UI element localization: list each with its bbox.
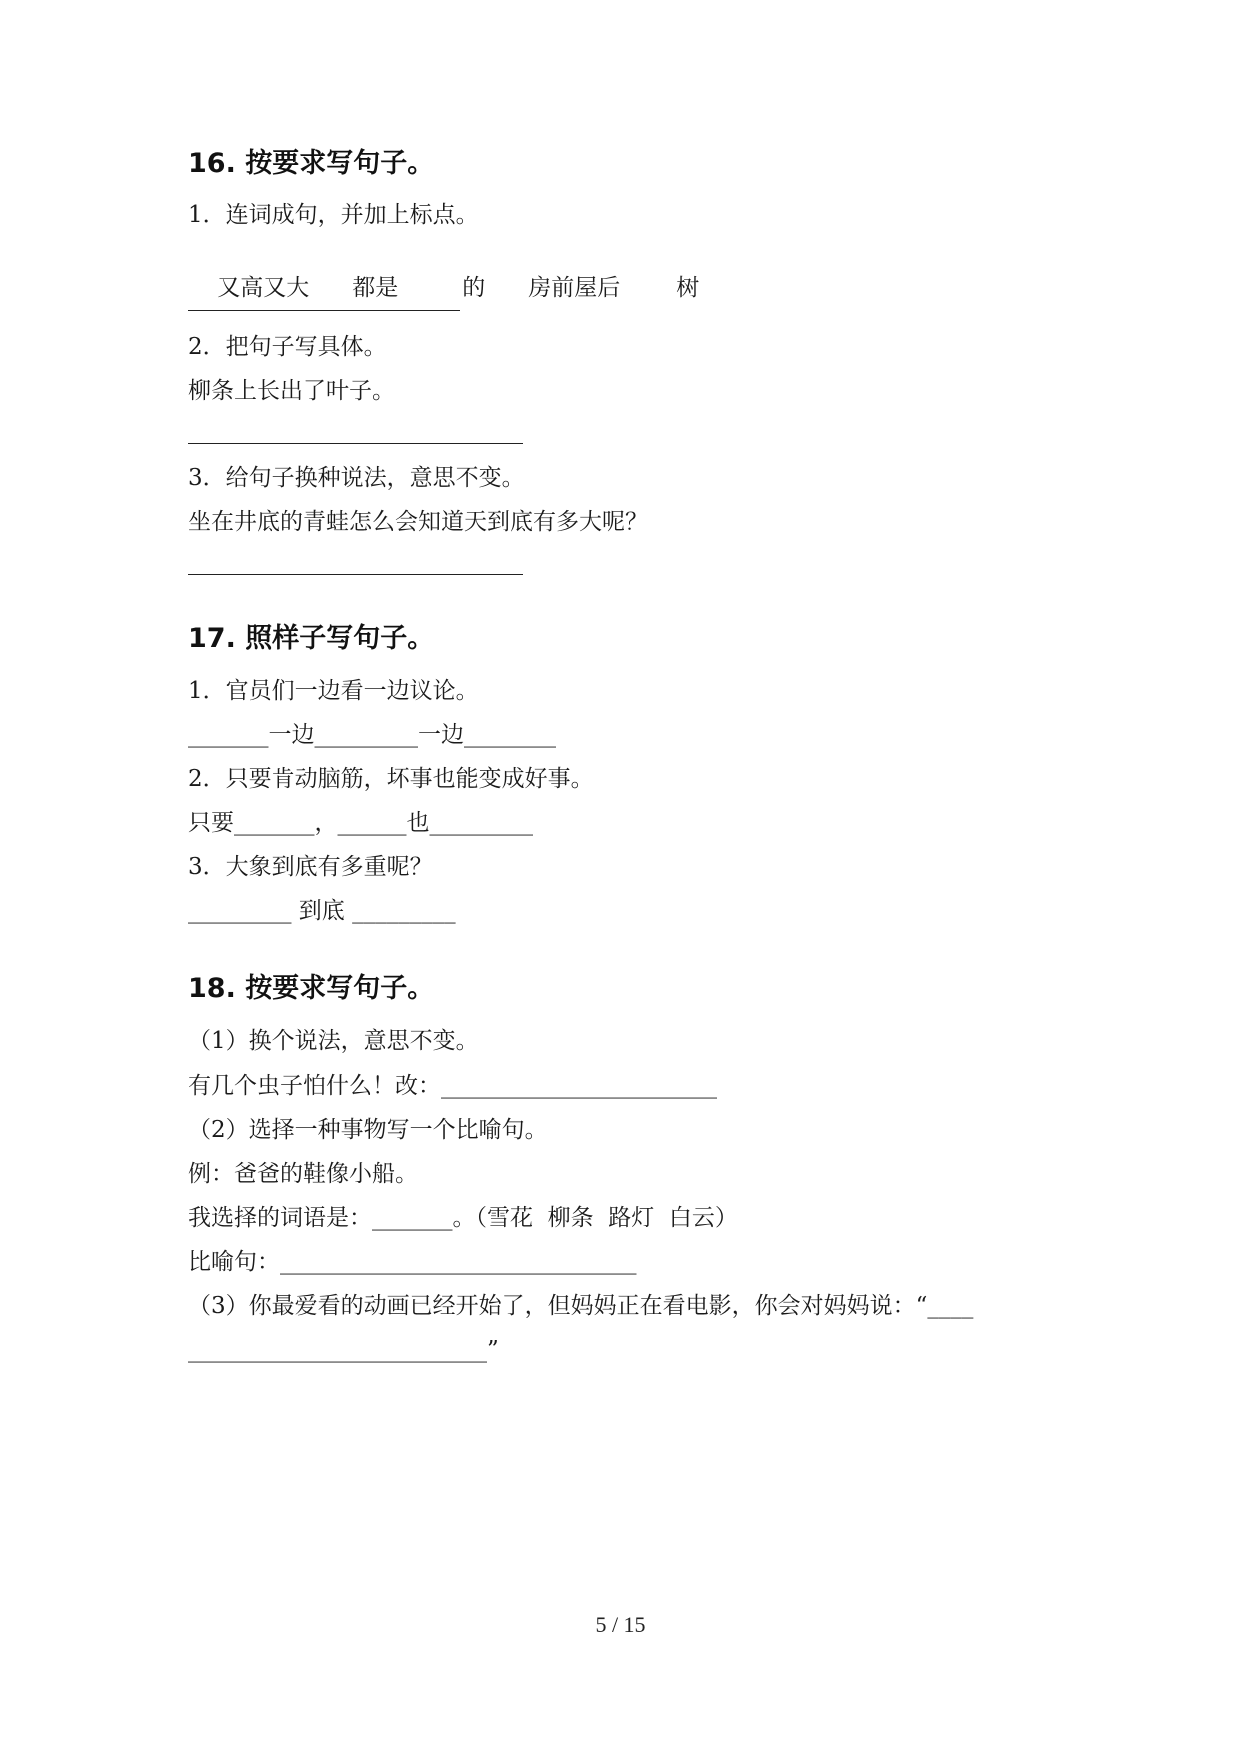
- q17-part2-fill[interactable]: 只要_______，______也_________: [188, 810, 533, 836]
- q17-part1-prompt: 1．官员们一边看一边议论。: [188, 678, 479, 704]
- q17-part3-fill[interactable]: _________ 到底 _________: [188, 898, 456, 924]
- q16-part3-sentence: 坐在井底的青蛙怎么会知道天到底有多大呢？: [188, 509, 648, 535]
- q18-word-choice[interactable]: 我选择的词语是：_______。（雪花 柳条 路灯 白云）: [188, 1205, 738, 1231]
- q17-part3-prompt: 3．大象到底有多重呢？: [188, 854, 433, 880]
- question-18-title: 18. 按要求写句子。: [188, 973, 435, 1004]
- word-chip: 房前屋后: [528, 275, 621, 301]
- word-chip: 都是: [352, 275, 399, 301]
- q16-answer-line-2[interactable]: [188, 443, 523, 444]
- q16-part1-prompt: 1．连词成句，并加上标点。: [188, 202, 479, 228]
- word-chip: 树: [676, 275, 700, 301]
- q18-part3-prompt: （3）你最爱看的动画已经开始了，但妈妈正在看电影，你会对妈妈说：“____: [188, 1293, 974, 1319]
- word-chip: 的: [462, 275, 486, 301]
- q16-part2-prompt: 2．把句子写具体。: [188, 334, 387, 360]
- q18-simile-line[interactable]: 比喻句：_______________________________: [188, 1249, 637, 1275]
- q17-part1-fill[interactable]: _______一边_________一边________: [188, 722, 556, 748]
- q16-answer-line-3[interactable]: [188, 574, 523, 575]
- q18-part1-sentence[interactable]: 有几个虫子怕什么！改：________________________: [188, 1073, 717, 1099]
- q18-part2-prompt: （2）选择一种事物写一个比喻句。: [188, 1117, 548, 1143]
- word-chip: 又高又大: [217, 275, 310, 301]
- q16-part3-prompt: 3．给句子换种说法，意思不变。: [188, 465, 525, 491]
- q16-answer-line-1[interactable]: [188, 310, 460, 311]
- page-number: 5 / 15: [595, 1612, 646, 1637]
- q16-part2-sentence: 柳条上长出了叶子。: [188, 378, 395, 404]
- q18-example: 例：爸爸的鞋像小船。: [188, 1161, 418, 1187]
- q18-part3-answer[interactable]: __________________________”: [188, 1337, 499, 1363]
- q17-part2-prompt: 2．只要肯动脑筋，坏事也能变成好事。: [188, 766, 594, 792]
- q18-part1-prompt: （1）换个说法，意思不变。: [188, 1028, 479, 1054]
- question-16-title: 16. 按要求写句子。: [188, 148, 435, 179]
- question-17-title: 17. 照样子写句子。: [188, 623, 435, 654]
- q16-word-list: [188, 243, 699, 333]
